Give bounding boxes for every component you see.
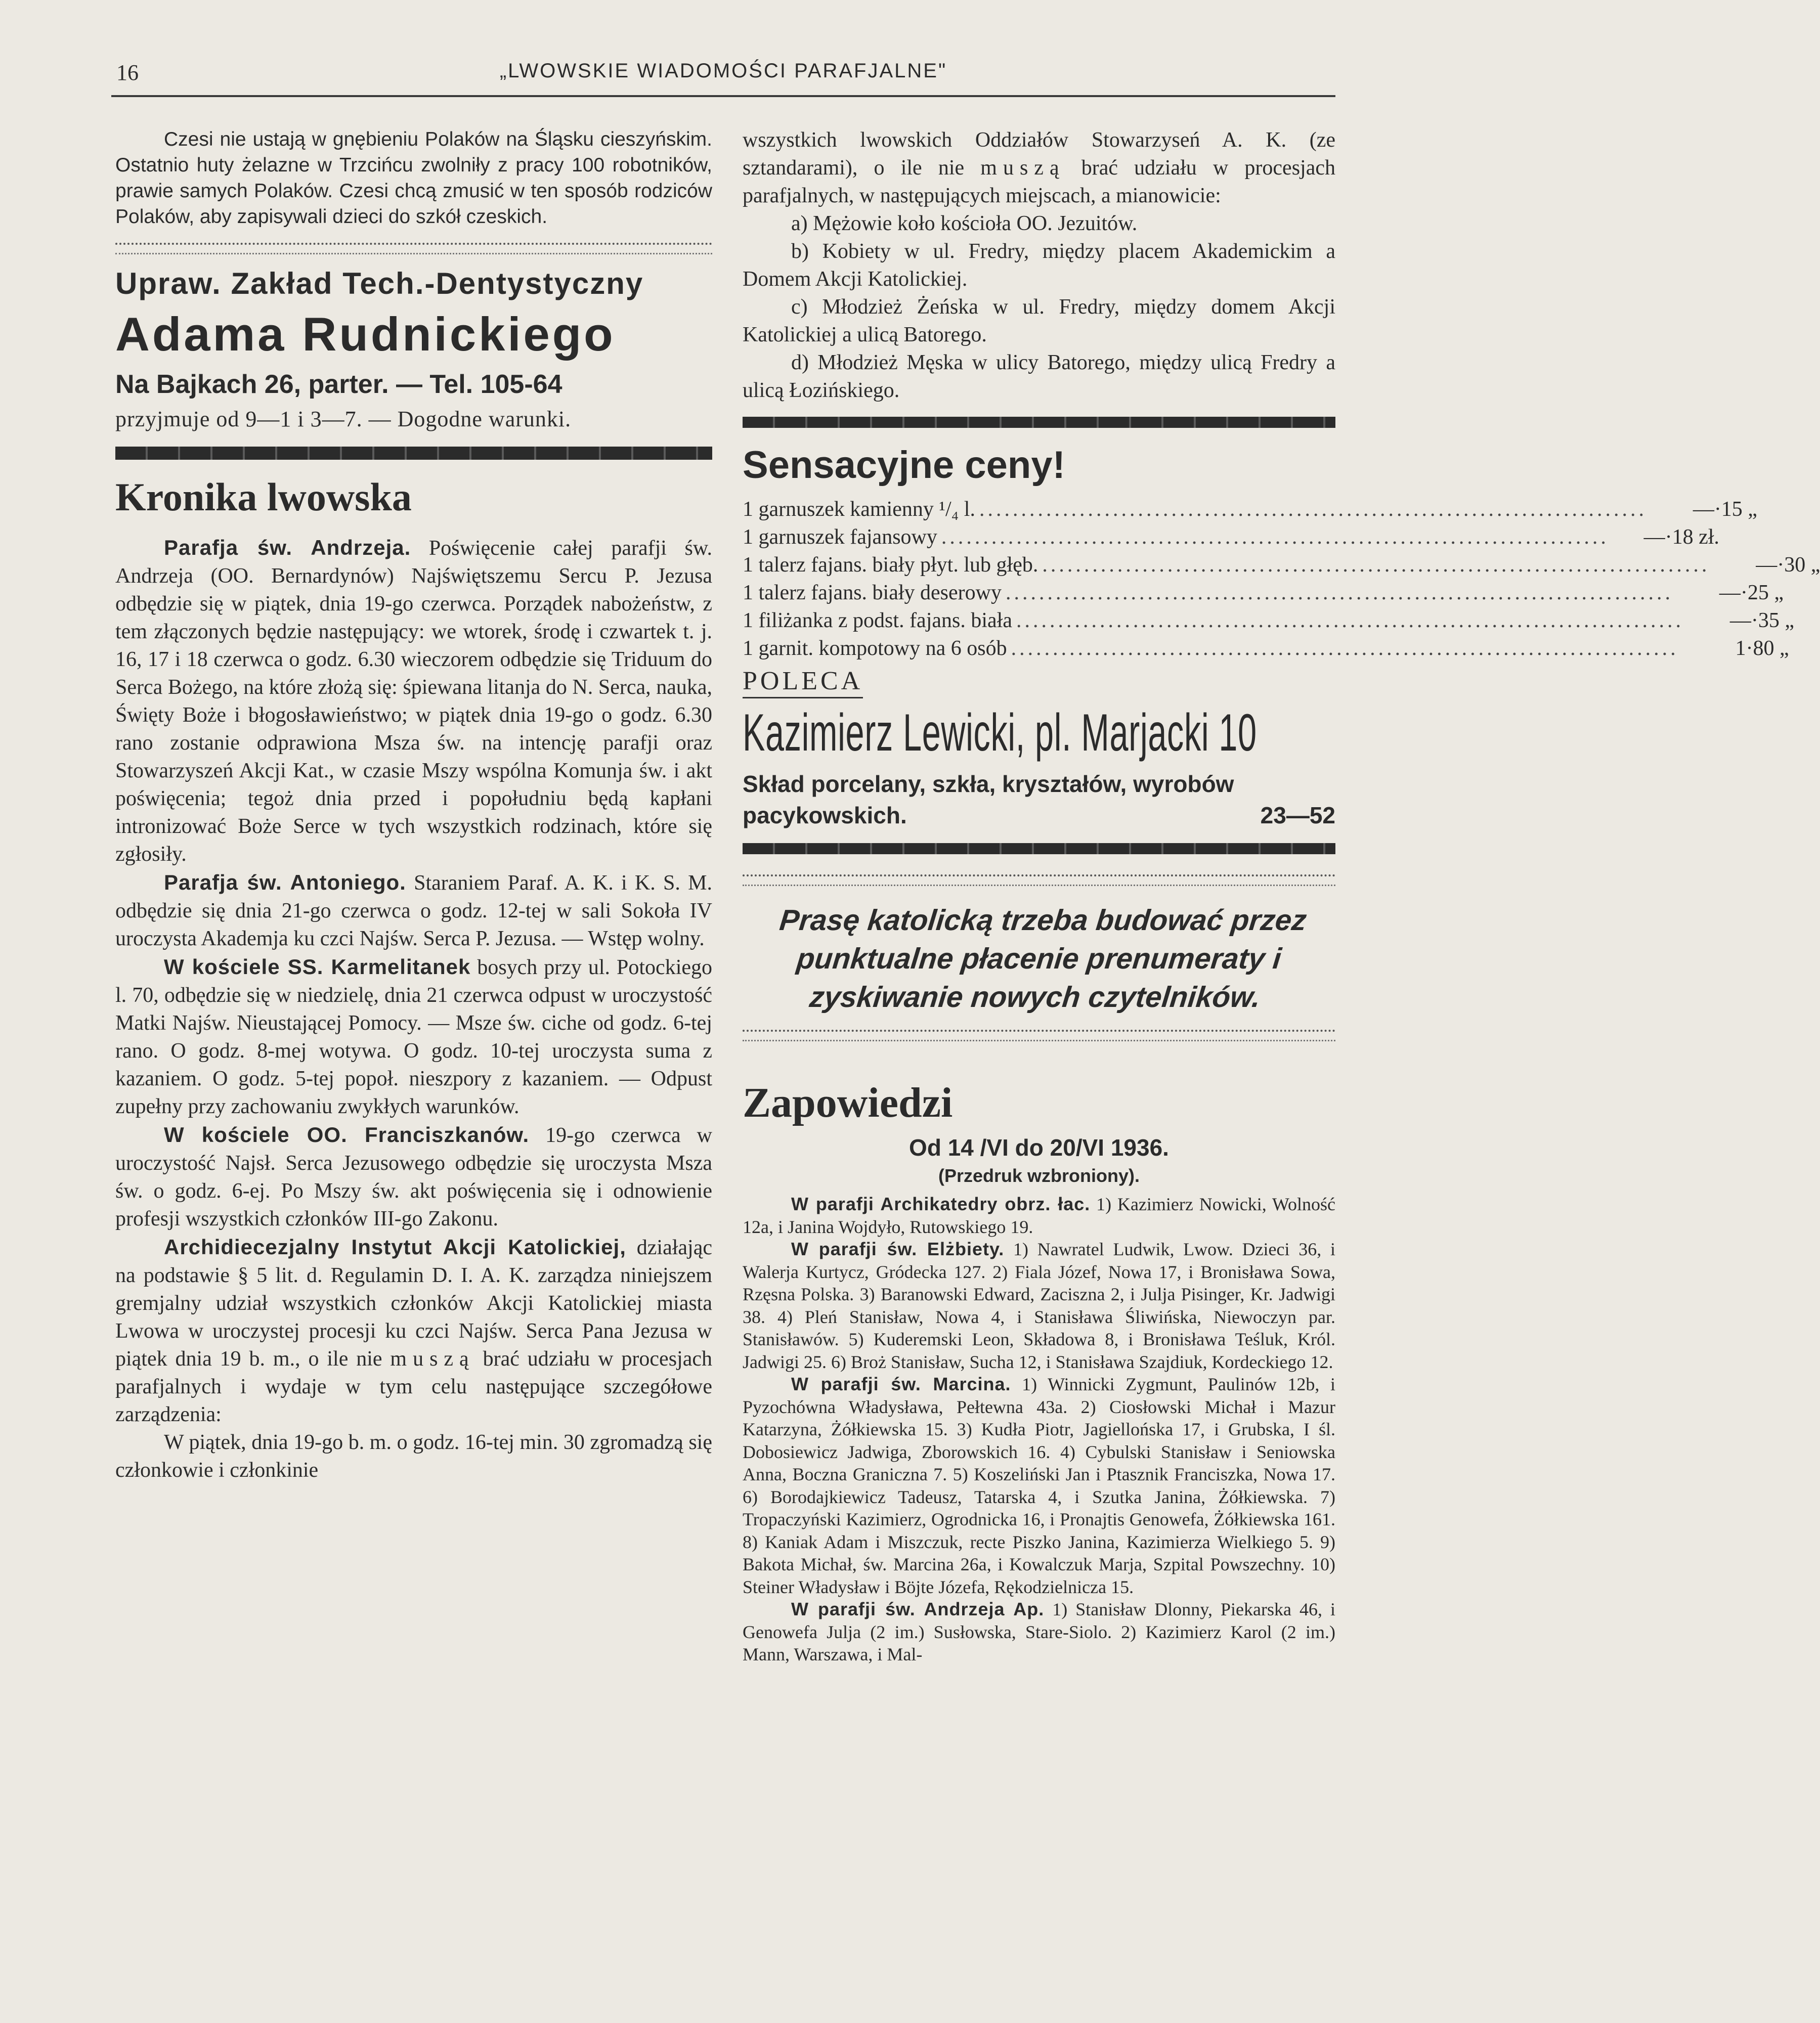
parish-text: 1) Kazimierz Nowicki, Wolność 12a, i Janina Wojdyło, Rutowskiego 19. <box>743 1194 1335 1237</box>
andrzej-text: Poświęcenie całej parafji św. Andrzeja (OO. Bernardynów) Najświętszemu Sercu P. Jezusa odbędzie się w piątek, dnia 19-go czerwca. Porządek nabożeństw, z tem złączonych będzie następujący: we wtorek, środę i czwartek t. j. 16, 17 i 18 czerwca o godz. 6.30 wieczorem odbędzie się Triduum do Serca Bożego, na które złożą się: śpiewana litanja do N. Serca, nauka, Święty Boże i błogosławieństwo; w piątek dnia 19-go o godz. 6.30 rano zostanie odprawiona Msza św. na intencję parafji oraz Stowarzyszeń Akcji Kat., w czasie Mszy wspólna Komunja św. i akt poświęcenia; tegoż dnia przed i popołudniu będą kapłani intronizować Boże Serce w tych wszystkich rodzinach, które się zgłosiły. <box>115 537 712 866</box>
left-column <box>115 126 712 1484</box>
running-title: „LWOWSKIE WIADOMOŚCI PARAFJALNE" <box>499 60 947 82</box>
poleca-label: POLECA <box>743 666 863 698</box>
parish-text: 1) Nawratel Ludwik, Lwow. Dzieci 36, i Walerja Kurtycz, Gródecka 127. 2) Fiala Józef, Nowa 17, i Bronisława Sowa, Rzęsna Polska. 3) Baranowski Edward, Zaciszna 2, i Julja Pisinger, Kr. Jadwigi 38. 4) Pleń Stanisław, Nowa 4, i Stanisława Śliwińska, Niewoczyn par. Stanisławów. 5) Kuderemski Leon, Składowa 8, i Bronisława Teśluk, Król. Jadwigi 25. 6) Broż Stanisław, Sucha 12, i Stanisława Szajdiuk, Kordeckiego 12. <box>743 1239 1335 1372</box>
price-value: —·30 „ <box>1756 553 1820 577</box>
leader-dots: ................................................................................ <box>941 525 1609 549</box>
price-row <box>743 523 1719 551</box>
price-value: —·18 zł. <box>1643 525 1719 549</box>
franc-text: 19-go czerwca w uroczystość Najsł. Serca Jezusowego odbędzie się uroczysta Msza św. o godz. 6-ej. Po Mszy św. akt poświęcenia się i odnowienie profesji wszystkich członków III-go Zakonu. <box>115 1124 712 1230</box>
heavy-rule <box>743 417 1335 428</box>
antoni-text: Staraniem Paraf. A. K. i K. S. M. odbędzie się dnia 21-go czerwca o godz. 12-tej w sali Sokoła IV uroczysta Akademja ku czci Najśw. Serca P. Jezusa. — Wstęp wolny. <box>115 871 712 950</box>
cont-b: brać udziału w procesjach parafjalnych, w następujących miejscach, a mianowicie: <box>743 156 1335 207</box>
piatek-article: W piątek, dnia 19-go b. m. o godz. 16-tej min. 30 zgromadzą się członkowie i członkinie <box>115 1431 712 1482</box>
list-item-b: b) Kobiety w ul. Fredry, między placem Akademickim a Domem Akcji Katolickiej. <box>743 240 1335 291</box>
cont-a: wszystkich lwowskich Oddziałów Stowarzyseń A. K. (ze sztandarami), o ile nie <box>743 128 1335 180</box>
instytut-spaced: muszą <box>390 1347 475 1371</box>
parish-andrzej <box>743 1598 1335 1666</box>
parish-elzbieta <box>743 1238 1335 1373</box>
parish-archikatedra <box>743 1193 1335 1238</box>
price-value: 1·80 „ <box>1735 637 1789 660</box>
price-row <box>743 551 1820 579</box>
ornament-divider <box>743 1030 1335 1041</box>
right-column <box>743 126 1820 1666</box>
header-rule <box>111 95 1335 97</box>
instytut-article <box>115 1233 712 1429</box>
zapowiedzi-title: Zapowiedzi <box>743 1079 953 1126</box>
sklad-number: 23—52 <box>1260 802 1335 828</box>
advert-line-2: Adama Rudnickiego <box>115 307 616 361</box>
price-value: —·35 „ <box>1729 609 1794 632</box>
czesi-article: Czesi nie ustają w gnębieniu Polaków na Śląsku cieszyńskim. Ostatnio huty żelazne w Trzcińcu zwolniły z pracy 100 robotników, prawie samych Polaków. Czesi chcą zmusić w ten sposób rodziców Polaków, aby zapisywali dzieci do szkół czeskich. <box>115 128 712 228</box>
parish-marcin <box>743 1373 1335 1598</box>
instytut-text-a: działając na podstawie § 5 lit. d. Regulamin D. I. A. K. zarządza niniejszem gremjalny udział wszystkich członków Akcji Katolickiej miasta Lwowa w uroczystej procesji ku czci Najśw. Serca Pana Jezusa w piątek dnia 19 b. m., o ile nie <box>115 1236 712 1371</box>
sklad-text <box>743 768 1335 831</box>
advert-line-4: przyjmuje od 9—1 i 3—7. — Dogodne warunki. <box>115 407 572 431</box>
parish-text: 1) Stanisław Dlonny, Piekarska 46, i Genowefa Julja (2 im.) Susłowska, Stare-Siolo. 2) Kazimierz Karol (2 im.) Mann, Warszawa, i Mal- <box>743 1599 1336 1664</box>
price-item: 1 garnit. kompotowy na 6 osób <box>743 637 1007 660</box>
karmel-article <box>115 953 712 1121</box>
leader-dots: ................................................................................ <box>1042 553 1710 577</box>
parish-label: W parafji św. Marcina. <box>791 1374 1011 1394</box>
cont-spaced: muszą <box>980 156 1065 180</box>
price-value: —·25 „ <box>1719 581 1784 604</box>
catholic-press-slogan: Prasę katolicką trzeba budować przez punktualne płacenie prenumeraty i zyskiwanie nowych czytelników. <box>778 904 1309 1014</box>
price-item: 1 garnuszek kamienny ¹/₄ l. <box>743 498 975 521</box>
dentist-advert <box>115 263 712 434</box>
instytut-text-b: brać udziału w procesjach parafjalnych i wydaje w tym celu następujące szczegółowe zarządzenia: <box>115 1347 712 1426</box>
leader-dots: ................................................................................ <box>1016 609 1684 632</box>
price-list <box>743 496 1820 663</box>
heavy-rule <box>743 843 1335 854</box>
list-item-a: a) Mężowie koło kościoła OO. Jezuitów. <box>791 212 1138 235</box>
price-item: 1 talerz fajans. biały deserowy <box>743 581 1002 604</box>
price-title: Sensacyjne ceny! <box>743 444 1065 487</box>
kronika-title: Kronika lwowska <box>115 475 412 519</box>
price-row <box>743 579 1784 607</box>
price-value: —·15 „ <box>1693 498 1757 521</box>
price-row <box>743 496 1757 523</box>
price-item: 1 filiżanka z podst. fajans. biała <box>743 609 1012 632</box>
price-row <box>743 607 1794 635</box>
price-row <box>743 635 1789 663</box>
leader-dots: ................................................................................ <box>1011 637 1679 660</box>
lewicki-name: Kazimierz Lewicki, pl. Marjacki 10 <box>743 703 1257 762</box>
ornament-divider <box>115 243 712 254</box>
andrzej-label: Parafja św. Andrzeja. <box>164 536 411 559</box>
page-header <box>111 60 1335 100</box>
franc-article <box>115 1121 712 1233</box>
advert-line-3: Na Bajkach 26, parter. — Tel. 105-64 <box>115 370 562 399</box>
sklad-description: Skład porcelany, szkła, kryształów, wyrobów pacykowskich. <box>743 771 1234 828</box>
leader-dots: ................................................................................ <box>979 498 1647 521</box>
parish-label: W parafji Archikatedry obrz. łac. <box>791 1194 1091 1214</box>
price-item: 1 talerz fajans. biały płyt. lub głęb. <box>743 553 1038 577</box>
parish-label: W parafji św. Elżbiety. <box>791 1239 1005 1259</box>
list-item-c: c) Młodzież Żeńska w ul. Fredry, między domem Akcji Katolickiej a ulicą Batorego. <box>743 295 1335 346</box>
leader-dots: ................................................................................ <box>1005 581 1673 604</box>
heavy-rule <box>115 447 712 460</box>
zapowiedzi-note: (Przedruk wzbroniony). <box>938 1165 1140 1186</box>
parish-label: W parafji św. Andrzeja Ap. <box>791 1599 1045 1619</box>
price-item: 1 garnuszek fajansowy <box>743 525 937 549</box>
franc-label: W kościele OO. Franciszkanów. <box>164 1123 530 1147</box>
continued-article <box>743 126 1335 210</box>
ornament-divider <box>743 874 1335 886</box>
zapowiedzi-date: Od 14 /VI do 20/VI 1936. <box>909 1134 1169 1161</box>
karmel-text: bosych przy ul. Potockiego l. 70, odbędzie się w niedzielę, dnia 21 czerwca odpust w uroczystość Matki Najśw. Nieustającej Pomocy. — Msze św. ciche od godz. 6-tej rano. O godz. 8-mej wotywa. O godz. 10-tej uroczysta suma z kazaniem. O godz. 5-tej popoł. nieszpory z kazaniem. — Odpust zupełny przy zachowaniu zwykłych warunków. <box>115 956 712 1118</box>
zapowiedzi-list <box>743 1193 1335 1666</box>
page-number: 16 <box>116 60 139 85</box>
parish-text: 1) Winnicki Zygmunt, Paulinów 12b, i Pyzochówna Władysława, Pełtewna 43a. 2) Ciosłowski Michał i Mazur Katarzyna, Żółkiewska 15. 3) Kudła Piotr, Jagiellońska 17, i Grubska, I śl. Dobosiewicz Jadwiga, Zborowskich 16. 4) Cybulski Stanisław i Seniowska Anna, Boczna Graniczna 7. 5) Koszeliński Jan i Ptasznik Franciszka, Nowa 17. 6) Borodajkiewicz Tadeusz, Tatarska 4, i Szutka Janina, Żółkiewska. 7) Tropaczyński Kazimierz, Ogrodnicka 16, i Pronajtis Genowefa, Żółkiewska 161. 8) Kaniak Adam i Miszczuk, recte Piszko Janina, Kazimierza Wielkiego 5. 9) Bakota Michał, św. Marcina 26a, i Kowalczuk Marja, Szpital Powszechny. 10) Steiner Władysław i Böjte Józefa, Rękodzielnicza 15. <box>743 1374 1336 1597</box>
antoni-label: Parafja św. Antoniego. <box>164 870 406 894</box>
karmel-label: W kościele SS. Karmelitanek <box>164 955 471 979</box>
antoni-article <box>115 868 712 953</box>
instytut-label: Archidiecezjalny Instytut Akcji Katolickiej, <box>164 1235 626 1259</box>
advert-line-1: Upraw. Zakład Tech.-Dentystyczny <box>115 267 644 300</box>
list-item-d: d) Młodzież Męska w ulicy Batorego, między ulicą Fredry a ulicą Łozińskiego. <box>743 351 1335 402</box>
andrzej-article <box>115 534 712 868</box>
